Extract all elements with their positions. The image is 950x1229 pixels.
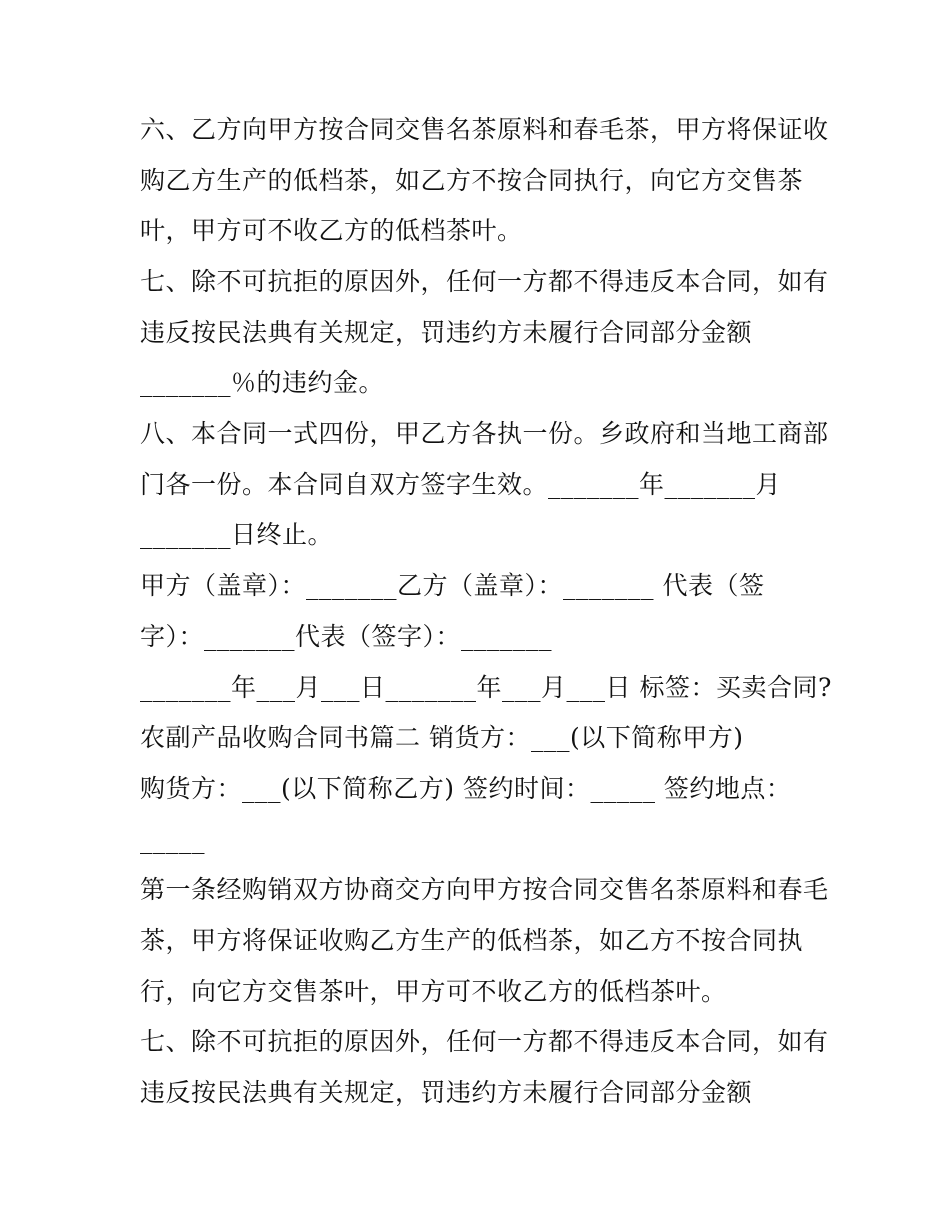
paragraph-line: 叶，甲方可不收乙方的低档茶叶。 — [140, 216, 523, 245]
paragraph-line: 购货方：___(以下简称乙方) 签约时间：_____ 签约地点： — [140, 774, 792, 803]
paragraph-line: 第一条经购销双方协商交方向甲方按合同交售名茶原料和春毛 — [140, 875, 829, 904]
paragraph-line: 七、除不可抗拒的原因外，任何一方都不得违反本合同，如有 — [140, 1027, 829, 1056]
paragraph-line: 八、本合同一式四份，甲乙方各执一份。乡政府和当地工商部 — [140, 419, 829, 448]
date-line: _______年___月___日_______年___月___日 标签：买卖合同? — [140, 673, 832, 702]
signature-line: 字）：_______代表（签字）：_______ — [140, 622, 553, 651]
paragraph-line: _______日终止。 — [140, 520, 334, 549]
paragraph-line: 购乙方生产的低档茶，如乙方不按合同执行，向它方交售茶 — [140, 166, 804, 195]
paragraph-line: 门各一份。本合同自双方签字生效。_______年_______月 — [140, 470, 782, 499]
paragraph-line: 七、除不可抗拒的原因外，任何一方都不得违反本合同，如有 — [140, 267, 829, 296]
paragraph-line: _______％的违约金。 — [140, 368, 385, 397]
paragraph-line: 违反按民法典有关规定，罚违约方未履行合同部分金额 — [140, 318, 753, 347]
paragraph-line: 农副产品收购合同书篇二 销货方：___(以下简称甲方) — [140, 723, 744, 752]
paragraph-line: 违反按民法典有关规定，罚违约方未履行合同部分金额 — [140, 1078, 753, 1107]
paragraph-line: 行，向它方交售茶叶，甲方可不收乙方的低档茶叶。 — [140, 977, 727, 1006]
paragraph-line: _____ — [140, 825, 205, 854]
signature-line: 甲方（盖章）：_______乙方（盖章）：_______ 代表（签 — [140, 571, 765, 600]
paragraph-line: 茶，甲方将保证收购乙方生产的低档茶，如乙方不按合同执 — [140, 926, 804, 955]
paragraph-line: 六、乙方向甲方按合同交售名茶原料和春毛茶，甲方将保证收 — [140, 115, 829, 144]
